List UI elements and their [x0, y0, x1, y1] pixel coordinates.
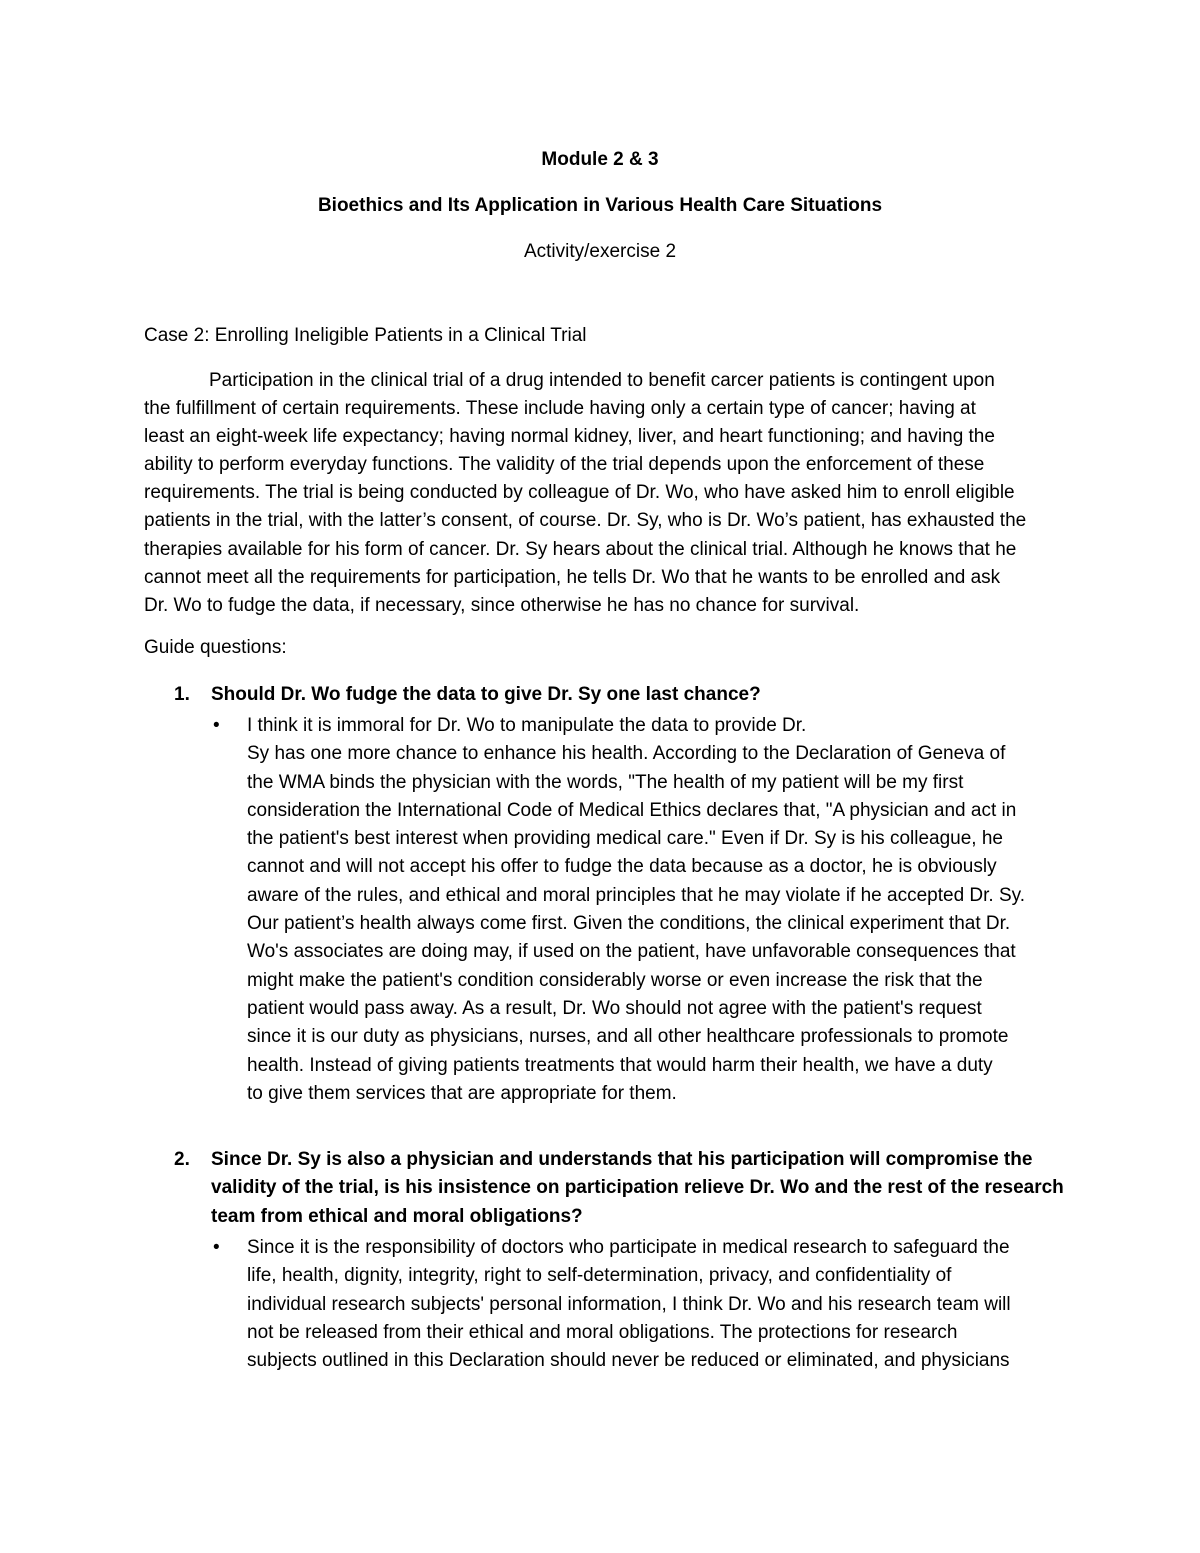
question-text	[211, 681, 1071, 709]
answer-line: the patient's best interest when providing medical care." Even if Dr. Sy is his colleague, he	[247, 828, 1003, 850]
paragraph-line: the fulfillment of certain requirements. These include having only a certain type of cancer; having at	[144, 398, 976, 420]
paragraph-line: ability to perform everyday functions. The validity of the trial depends upon the enforcement of these	[144, 454, 985, 476]
answer-line: not be released from their ethical and moral obligations. The protections for research	[247, 1321, 958, 1343]
answer-line: aware of the rules, and ethical and moral principles that he may violate if he accepted Dr. Sy.	[247, 884, 1026, 906]
answer-line: might make the patient's condition considerably worse or even increase the risk that the	[247, 969, 983, 991]
question-line: team from ethical and moral obligations?	[211, 1205, 583, 1227]
bullet-icon: •	[213, 715, 220, 736]
case-title: Case 2: Enrolling Ineligible Patients in a Clinical Trial	[144, 325, 587, 346]
activity-subtitle: Activity/exercise 2	[523, 241, 677, 262]
question-line: Since Dr. Sy is also a physician and understands that his participation will compromise the	[211, 1149, 1033, 1170]
answer-line: Sy has one more chance to enhance his health. According to the Declaration of Geneva of	[247, 743, 1006, 765]
paragraph-line: patients in the trial, with the latter’s consent, of course. Dr. Sy, who is Dr. Wo’s patient, has exhausted the	[144, 510, 1027, 532]
answer-line: the WMA binds the physician with the words, "The health of my patient will be my first	[247, 771, 964, 793]
guide-questions-label: Guide questions:	[144, 637, 287, 658]
document-title: Bioethics and Its Application in Various Health Care Situations	[317, 195, 883, 216]
answer-line: cannot and will not accept his offer to fudge the data because as a doctor, he is obviously	[247, 856, 997, 878]
paragraph-line: Participation in the clinical trial of a drug intended to benefit carcer patients is contingent upon	[209, 370, 995, 391]
answer-line: Since it is the responsibility of doctors who participate in medical research to safeguard the	[247, 1237, 1010, 1258]
answer-line: individual research subjects' personal information, I think Dr. Wo and his research team will	[247, 1293, 1011, 1315]
bullet-icon: •	[213, 1237, 220, 1258]
question-line: Should Dr. Wo fudge the data to give Dr. Sy one last chance?	[211, 684, 761, 705]
question-text	[211, 1146, 1071, 1231]
paragraph-line: cannot meet all the requirements for participation, he tells Dr. Wo that he wants to be enrolled and ask	[144, 566, 1001, 588]
question-number: 1.	[174, 684, 190, 705]
answer-line: I think it is immoral for Dr. Wo to manipulate the data to provide Dr.	[247, 715, 807, 736]
answer-line: consideration the International Code of Medical Ethics declares that, "A physician and act in	[247, 799, 1017, 821]
question-number: 2.	[174, 1149, 190, 1170]
answer-line: health. Instead of giving patients treatments that would harm their health, we have a duty	[247, 1054, 993, 1076]
answer-text	[247, 712, 1077, 1108]
answer-line: since it is our duty as physicians, nurses, and all other healthcare professionals to promote	[247, 1026, 1009, 1048]
answer-line: subjects outlined in this Declaration should never be reduced or eliminated, and physicians	[247, 1350, 1010, 1372]
question-line: validity of the trial, is his insistence on participation relieve Dr. Wo and the rest of the research	[211, 1177, 1064, 1199]
answer-line: Wo's associates are doing may, if used on the patient, have unfavorable consequences that	[247, 941, 1016, 963]
paragraph-line: therapies available for his form of cancer. Dr. Sy hears about the clinical trial. Although he knows that he	[144, 538, 1017, 560]
answer-line: Our patient’s health always come first. Given the conditions, the clinical experiment that Dr.	[247, 913, 1011, 935]
answer-text	[247, 1234, 1077, 1375]
case-paragraph	[144, 367, 1060, 620]
answer-line: life, health, dignity, integrity, right to self-determination, privacy, and confidentiality of	[247, 1265, 952, 1287]
paragraph-line: least an eight-week life expectancy; having normal kidney, liver, and heart functioning; and having the	[144, 426, 995, 448]
paragraph-line: requirements. The trial is being conducted by colleague of Dr. Wo, who have asked him to enroll eligible	[144, 482, 1015, 504]
answer-line: patient would pass away. As a result, Dr. Wo should not agree with the patient's request	[247, 997, 982, 1019]
answer-line: to give them services that are appropriate for them.	[247, 1082, 677, 1104]
module-heading: Module 2 & 3	[541, 149, 659, 170]
paragraph-line: Dr. Wo to fudge the data, if necessary, since otherwise he has no chance for survival.	[144, 594, 860, 616]
